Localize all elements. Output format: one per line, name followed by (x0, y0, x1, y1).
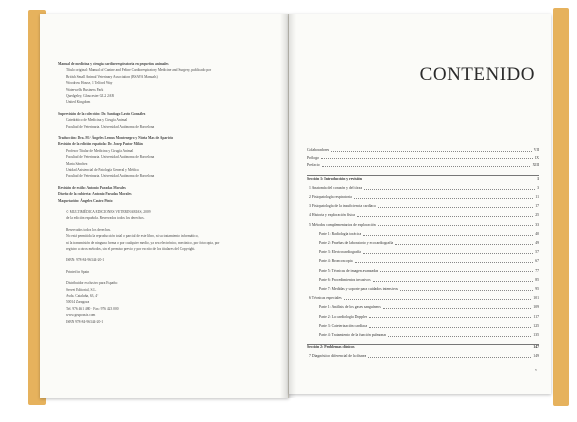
toc-page-number: 17 (535, 204, 539, 209)
copyright-line: registro u otros métodos, sin el permiso previo y por escrito de los titulares del Copyright. (66, 247, 196, 251)
toc-page-number: 49 (535, 240, 539, 245)
toc-entry-title: Parte 2: La cardiología Doppler (319, 314, 368, 319)
contents-title: CONTENIDO (419, 64, 535, 85)
toc-page-number: 40 (535, 231, 539, 236)
toc-dot-leader (364, 177, 535, 181)
toc-entry-title: 5 Métodos complementarios de exploración (309, 222, 376, 227)
toc-entry-title: Parte 3: Electrocardiografía (319, 250, 361, 255)
toc-dot-leader (369, 315, 531, 319)
toc-dot-leader (369, 324, 531, 328)
toc-entry-title: Parte 1: Análisis de los gases sanguíneos (319, 305, 381, 310)
toc-page-number: 3 (537, 185, 539, 190)
copyright-line: Diseño de la cubierta: Antonio Paradas Morales (58, 192, 132, 197)
copyright-line: Facultad de Veterinaria. Universidad Autónoma de Barcelona (66, 124, 155, 129)
toc-section-heading (307, 345, 539, 350)
toc-entry (319, 241, 539, 246)
copyright-line: British Small Animal Veterinary Association (BSAVA Manuals) (66, 74, 158, 79)
toc-entry (309, 186, 539, 191)
copyright-line: Maquetación: Ángeles Castro Pinto (58, 198, 113, 203)
copyright-line: No está permitida la reproducción total o parcial de este libro, ni su tratamiento informático, (66, 234, 199, 239)
toc-dot-leader (364, 186, 535, 190)
copyright-line: Facultad de Veterinaria. Universidad Autónoma de Barcelona (66, 174, 155, 179)
toc-dot-leader (357, 213, 533, 217)
toc-dot-leader (355, 259, 534, 263)
copyright-line: Servet Editorial, S.L. (66, 287, 97, 292)
toc-entry-title: 4 Historia y exploración física (309, 213, 355, 218)
toc-page-number: 95 (535, 286, 539, 291)
toc-page-number: 125 (533, 323, 539, 328)
toc-entry-title: Parte 4: Broncoscopia (319, 259, 353, 264)
toc-page-number: 77 (535, 268, 539, 273)
toc-entry-title: 6 Técnicas especiales (309, 296, 342, 301)
toc-dot-leader (395, 241, 533, 245)
toc-entry-title: Parte 1: Radiología torácica (319, 231, 362, 236)
toc-rule (307, 175, 539, 176)
toc-entry (307, 163, 539, 168)
copyright-line: Supervisión de la colección: Dr. Santiago Lavín González (58, 111, 146, 116)
copyright-line: Quedgeley, Gloucester GL2 2AB (66, 94, 114, 98)
copyright-line: de la edición española. Reservados todos los derechos. (66, 216, 145, 221)
toc-entry-title: Parte 3: Cateterización cardíaca (319, 323, 368, 328)
toc-entry-title: Parte 2: Pruebas de laboratorio y ecocardiografía (319, 240, 394, 245)
toc-page-number: 25 (535, 213, 539, 218)
copyright-line: Printed in Spain (66, 269, 90, 274)
toc-entry (309, 195, 539, 200)
toc-entry-title: Prólogo (307, 155, 320, 160)
toc-dot-leader (368, 354, 531, 358)
book-gutter-shadow (280, 14, 296, 398)
toc-dot-leader (357, 345, 532, 349)
toc-entry-title: 2 Fisiopatología respiratoria (309, 194, 352, 199)
contents-page (289, 14, 551, 394)
toc-entry (309, 204, 539, 209)
toc-entry (309, 213, 539, 218)
toc-page-number: XIII (532, 163, 539, 167)
toc-page-number: 147 (533, 345, 539, 350)
copyright-line: Manual de medicina y cirugía cardiorrespiratoria en pequeños animales (58, 62, 169, 66)
toc-entry (319, 324, 539, 329)
copyright-line: Tel. 976 461 480 · Fax: 976 423 000 (66, 306, 119, 311)
toc-entry (319, 250, 539, 255)
toc-page-number: 67 (535, 259, 539, 264)
toc-entry-title: Colaboradores (307, 148, 330, 152)
toc-entry (319, 287, 539, 292)
toc-entry-title: Prefacio (307, 163, 320, 167)
toc-dot-leader (331, 148, 532, 152)
toc-entry-title: 1 Anatomía del corazón y del tórax (309, 185, 363, 190)
toc-page-number: 117 (533, 314, 539, 319)
copyright-line: Marta Sánchez (66, 161, 88, 166)
copyright-line: © MULTIMÉDICA EDICIONES VETERINARIAS, 2009 (66, 210, 151, 214)
toc-entry-title: Parte 4: Tratamiento de la función pulmonar (319, 332, 387, 337)
copyright-page (40, 14, 289, 398)
toc-page-number: 1 (537, 176, 539, 181)
toc-page-number: 149 (533, 354, 539, 359)
copyright-line: Unidad Asistencial de Patología General y Médica (66, 168, 139, 172)
toc-entry-title: Parte 6: Procedimientos invasivos (319, 277, 371, 282)
copyright-line: Revisión de estilo: Antonio Paradas Morales (58, 185, 126, 190)
toc-dot-leader (380, 269, 533, 273)
toc-dot-leader (344, 296, 532, 300)
toc-dot-leader (400, 287, 533, 291)
toc-dot-leader (322, 163, 531, 167)
toc-dot-leader (354, 195, 534, 199)
copyright-line: ISBN: 978-84-96344-20-1 (66, 258, 105, 263)
copyright-line: Woodrow House, 1 Telford Way (66, 81, 113, 86)
toc-entry (309, 296, 539, 301)
copyright-line: Catedrático de Medicina y Cirugía Animal (66, 118, 128, 123)
toc-page-number: 101 (533, 296, 539, 301)
toc-entry (307, 148, 539, 153)
toc-dot-leader (363, 232, 533, 236)
toc-entry (319, 278, 539, 283)
copyright-line: www.grupoasis.com (66, 313, 96, 318)
copyright-line: Facultad de Veterinaria. Universidad Autónoma de Barcelona (66, 155, 155, 160)
copyright-line: Waterwells Business Park (66, 87, 104, 92)
toc-page-number: 33 (535, 222, 539, 227)
copyright-line: Avda. Cataluña, 63, 4º (66, 294, 99, 298)
toc-entry-title: 7 Diagnóstico diferencial de la disnea (309, 354, 367, 359)
toc-page-number: IX (534, 155, 539, 160)
toc-page-number: 85 (535, 277, 539, 282)
toc-dot-leader (383, 305, 531, 309)
toc-dot-leader (378, 204, 533, 208)
toc-dot-leader (321, 156, 533, 160)
copyright-line: Reservados todos los derechos. (66, 227, 111, 232)
toc-entry-title: 3 Fisiopatología de la insuficiencia cardíaca (309, 204, 376, 209)
toc-dot-leader (388, 333, 531, 337)
toc-entry (309, 223, 539, 228)
toc-page-number: VII (533, 148, 539, 152)
page-number: v (535, 368, 537, 372)
toc-entry (319, 232, 539, 237)
toc-entry (319, 259, 539, 264)
toc-entry-title: Parte 5: Técnicas de imagen avanzadas (319, 268, 379, 273)
toc-dot-leader (363, 250, 533, 254)
toc-page-number: 11 (535, 194, 539, 199)
toc-entry-title: Sección 2: Problemas clínicos (307, 345, 355, 350)
toc-entry (319, 305, 539, 310)
book-cover-edge-right (553, 8, 569, 406)
copyright-line: ISBN 978-84-96344-20-1 (66, 319, 104, 324)
copyright-line: 50014 Zaragoza (66, 300, 90, 305)
copyright-line: Distribuidor exclusivo para España: (66, 281, 118, 286)
toc-section-heading (307, 177, 539, 182)
toc-entry (309, 354, 539, 359)
toc-page-number: 57 (535, 250, 539, 255)
copyright-line: ni la transmisión de ninguna forma o por cualquier medio, ya sea electrónico, mecánico, por fotocopia, por (66, 240, 220, 245)
toc-entry-title: Parte 7: Medidas y soporte para cuidados intensivos (319, 286, 398, 291)
copyright-line: Traducción: Dra. M.ª Ángeles Lemus Montenegro y Núria Mas de Aparicio (58, 136, 174, 140)
toc-entry (319, 269, 539, 274)
copyright-line: Título original: Manual of Canine and Feline Cardiorespiratory Medicine and Surgery, publicado por (66, 68, 212, 73)
toc-entry (319, 315, 539, 320)
toc-entry (319, 333, 539, 338)
copyright-line: United Kingdom (66, 100, 91, 105)
copyright-line: Profesor Titular de Medicina y Cirugía Animal (66, 148, 134, 153)
toc-entry-title: Sección 1: Introducción y revisión (307, 176, 362, 181)
toc-entry (307, 156, 539, 161)
toc-dot-leader (378, 223, 534, 227)
copyright-line: Revisión de la edición española: Dr. Josep Pastor Milán (58, 142, 143, 147)
toc-page-number: 135 (533, 332, 539, 337)
toc-dot-leader (373, 278, 534, 282)
toc-page-number: 109 (533, 305, 539, 310)
